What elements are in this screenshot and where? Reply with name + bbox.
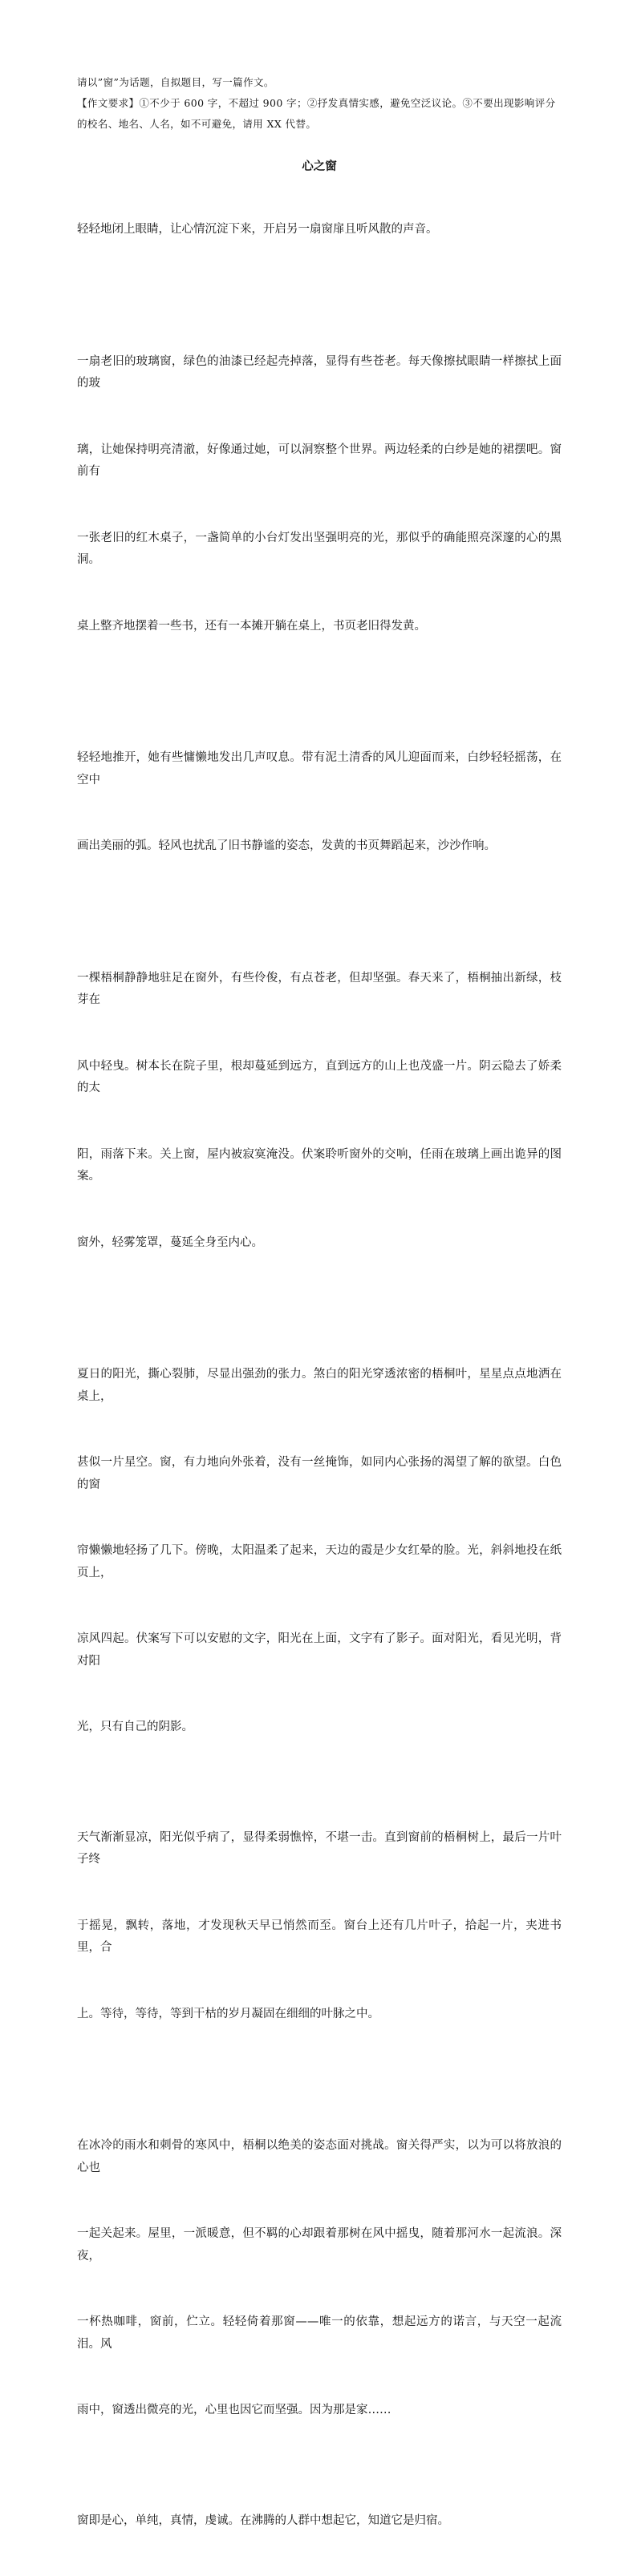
prompt-line-3: 的校名、地名、人名，如不可避免，请用 XX 代替。 — [77, 114, 562, 135]
text-line: 天气渐渐显凉，阳光似乎病了，显得柔弱憔悴，不堪一击。直到窗前的梧桐树上，最后一片叶子终 — [77, 1827, 562, 1871]
text-line: 一扇老旧的玻璃窗，绿色的油漆已经起壳掉落，显得有些苍老。每天像擦拭眼睛一样擦拭上面的玻 — [77, 351, 562, 395]
text-line: 轻轻地推开，她有些慵懒地发出几声叹息。带有泥土清香的风儿迎面而来，白纱轻轻摇荡，在空中 — [77, 747, 562, 791]
document-page — [77, 72, 562, 2576]
text-line: 雨中，窗透出微亮的光，心里也因它而坚强。因为那是家…… — [77, 2400, 562, 2422]
text-line: 上。等待，等待，等到干枯的岁月凝固在细细的叶脉之中。 — [77, 2004, 562, 2026]
prompt-line-1: 请以”窗”为话题，自拟题目，写一篇作文。 — [77, 72, 562, 93]
essay-paragraph-8 — [77, 2466, 562, 2576]
text-line: 窗外，轻雾笼罩，蔓延全身至内心。 — [77, 1232, 562, 1255]
text-line: 甚似一片星空。窗，有力地向外张着，没有一丝掩饰，如同内心张扬的渴望了解的欲望。白色的窗 — [77, 1452, 562, 1496]
essay-paragraph-5 — [77, 1320, 562, 1783]
text-line: 璃，让她保持明亮清澈，好像通过她，可以洞察整个世界。两边轻柔的白纱是她的裙摆吧。窗前有 — [77, 439, 562, 483]
text-line: 桌上整齐地摆着一些书，还有一本摊开躺在桌上，书页老旧得发黄。 — [77, 616, 562, 638]
text-line: 光，只有自己的阴影。 — [77, 1717, 562, 1739]
text-line: 一棵梧桐静静地驻足在窗外，有些伶俊，有点苍老，但却坚强。春天来了，梧桐抽出新绿，枝芽在 — [77, 968, 562, 1012]
essay-paragraph-6 — [77, 1783, 562, 2070]
text-line: 夏日的阳光，撕心裂肺，尽显出强劲的张力。煞白的阳光穿透浓密的梧桐叶，星星点点地洒在桌上， — [77, 1364, 562, 1408]
text-line: 一张老旧的红木桌子，一盏简单的小台灯发出坚强明亮的光，那似乎的确能照亮深邃的心的黑洞。 — [77, 528, 562, 572]
essay-title: 心之窗 — [77, 159, 562, 175]
essay-paragraph-1 — [77, 175, 562, 285]
essay-paragraph-3 — [77, 703, 562, 902]
text-line: 一杯热咖啡，窗前，伫立。轻轻倚着那窗——唯一的依靠，想起远方的诺言，与天空一起流泪。风 — [77, 2311, 562, 2356]
essay-paragraph-2 — [77, 307, 562, 682]
text-line: 阳，雨落下来。关上窗，屋内被寂寞淹没。伏案聆听窗外的交响，任雨在玻璃上画出诡异的图案。 — [77, 1144, 562, 1188]
text-line: 一起关起来。屋里，一派暖意，但不羁的心却跟着那树在风中摇曳，随着那河水一起流浪。深夜， — [77, 2223, 562, 2267]
text-line: 于摇晃，飘转，落地，才发现秋天早已悄然而至。窗台上还有几片叶子，拾起一片，夹进书里，合 — [77, 1915, 562, 1959]
text-line: 轻轻地闭上眼睛，让心情沉淀下来，开启另一扇窗扉且听风散的声音。 — [77, 219, 562, 241]
essay-paragraph-4 — [77, 924, 562, 1299]
text-line: 凉风四起。伏案写下可以安慰的文字，阳光在上面，文字有了影子。面对阳光，看见光明，背对阳 — [77, 1628, 562, 1672]
essay-paragraph-7 — [77, 2091, 562, 2466]
text-line: 风中轻曳。树本长在院子里，根却蔓延到远方，直到远方的山上也茂盛一片。阴云隐去了娇柔的太 — [77, 1056, 562, 1100]
text-line: 帘懒懒地轻扬了几下。傍晚，太阳温柔了起来，天边的霞是少女红晕的脸。光，斜斜地投在纸页上， — [77, 1540, 562, 1584]
text-line: 画出美丽的弧。轻风也扰乱了旧书静谧的姿态，发黄的书页舞蹈起来，沙沙作响。 — [77, 835, 562, 858]
text-line: 在冰冷的雨水和刺骨的寒风中，梧桐以绝美的姿态面对挑战。窗关得严实，以为可以将放浪的心也 — [77, 2135, 562, 2179]
prompt-line-2: 【作文要求】①不少于 600 字，不超过 900 字；②抒发真情实感，避免空泛议论。③不要出现影响评分 — [77, 93, 562, 114]
text-line: 窗即是心，单纯，真情，虔诚。在沸腾的人群中想起它，知道它是归宿。 — [77, 2510, 562, 2533]
